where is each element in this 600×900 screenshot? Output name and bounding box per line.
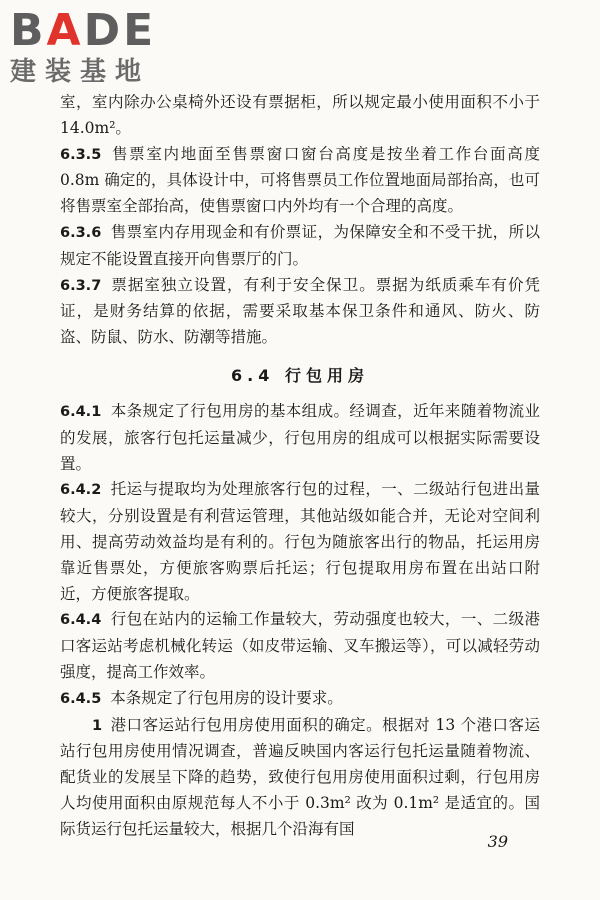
clause-6-4-5 (60, 686, 540, 713)
logo-subtitle: 建装基地 (10, 57, 151, 87)
logo-wordmark: BADE (10, 5, 157, 56)
section-heading (60, 363, 540, 389)
clause-text: 本条规定了行包用房的设计要求。 (110, 688, 343, 707)
page-number: 39 (487, 832, 508, 851)
clause-number: 6.3.6 (60, 224, 102, 241)
clause-text: 托运与提取均为处理旅客行包的过程，一、二级站行包进出量较大，分别设置是有利营运管理，其他站级如能合并，无论对空间利用、提高劳动效益均是有利的。行包为随旅客出行的物品，托运用房靠近售票处，方便旅客购票后托运；行包提取用房布置在出站口附近，方便旅客提取。 (60, 480, 540, 603)
logo-accent-letter: A (46, 5, 84, 56)
clause-6-4-4 (60, 607, 540, 685)
item-number: 1 (92, 717, 103, 734)
clause-number: 6.3.5 (60, 146, 102, 163)
list-item-1 (60, 713, 540, 843)
clause-6-4-1 (60, 399, 540, 477)
clause-number: 6.3.7 (60, 277, 102, 294)
clause-number: 6.4.1 (60, 403, 102, 420)
clause-text: 本条规定了行包用房的基本组成。经调查，近年来随着物流业的发展，旅客行包托运量减少，行包用房的组成可以根据实际需要设置。 (60, 401, 540, 473)
clause-6-3-5 (60, 142, 540, 220)
section-number: 6.4 (231, 365, 275, 385)
clause-number: 6.4.5 (60, 690, 102, 707)
clause-text: 售票室内地面至售票窗口窗台高度是按坐着工作台面高度 0.8m 确定的，具体设计中，可将售票员工作位置地面局部抬高，也可将售票室全部抬高，使售票窗口内外均有一个合理的高度。 (60, 144, 540, 216)
clause-text: 票据室独立设置，有利于安全保卫。票据为纸质乘车有价凭证，是财务结算的依据，需要采取基本保卫条件和通风、防火、防盗、防鼠、防水、防潮等措施。 (60, 275, 540, 347)
clause-text: 售票室内存用现金和有价票证，为保障安全和不受干扰，所以规定不能设置直接开向售票厅的门。 (60, 222, 540, 268)
item-text: 港口客运站行包用房使用面积的确定。根据对 13 个港口客运站行包用房使用情况调查，普遍反映国内客运行包托运量随着物流、配货业的发展呈下降的趋势，致使行包用房使用面积过剩，行包用房人均使用面积由原规范每人不小于 0.3m² 改为 0.1m² 是适宜的。国际货运行包托运量较大，根据几个沿海有国 (60, 715, 540, 838)
paragraph-continuation: 室，室内除办公桌椅外还设有票据柜，所以规定最小使用面积不小于 14.0m²。 (60, 93, 540, 137)
clause-number: 6.4.4 (60, 612, 102, 629)
clause-6-4-2 (60, 477, 540, 607)
bade-logo (10, 5, 180, 92)
clause-text: 行包在站内的运输工作量较大，劳动强度也较大，一、二级港口客运站考虑机械化转运（如皮带运输、叉车搬运等），可以减轻劳动强度，提高工作效率。 (60, 610, 540, 681)
clause-6-3-6 (60, 220, 540, 273)
clause-number: 6.4.2 (60, 482, 102, 499)
document-page (60, 90, 540, 843)
section-title-text: 行包用房 (284, 365, 369, 385)
clause-6-3-7 (60, 273, 540, 351)
